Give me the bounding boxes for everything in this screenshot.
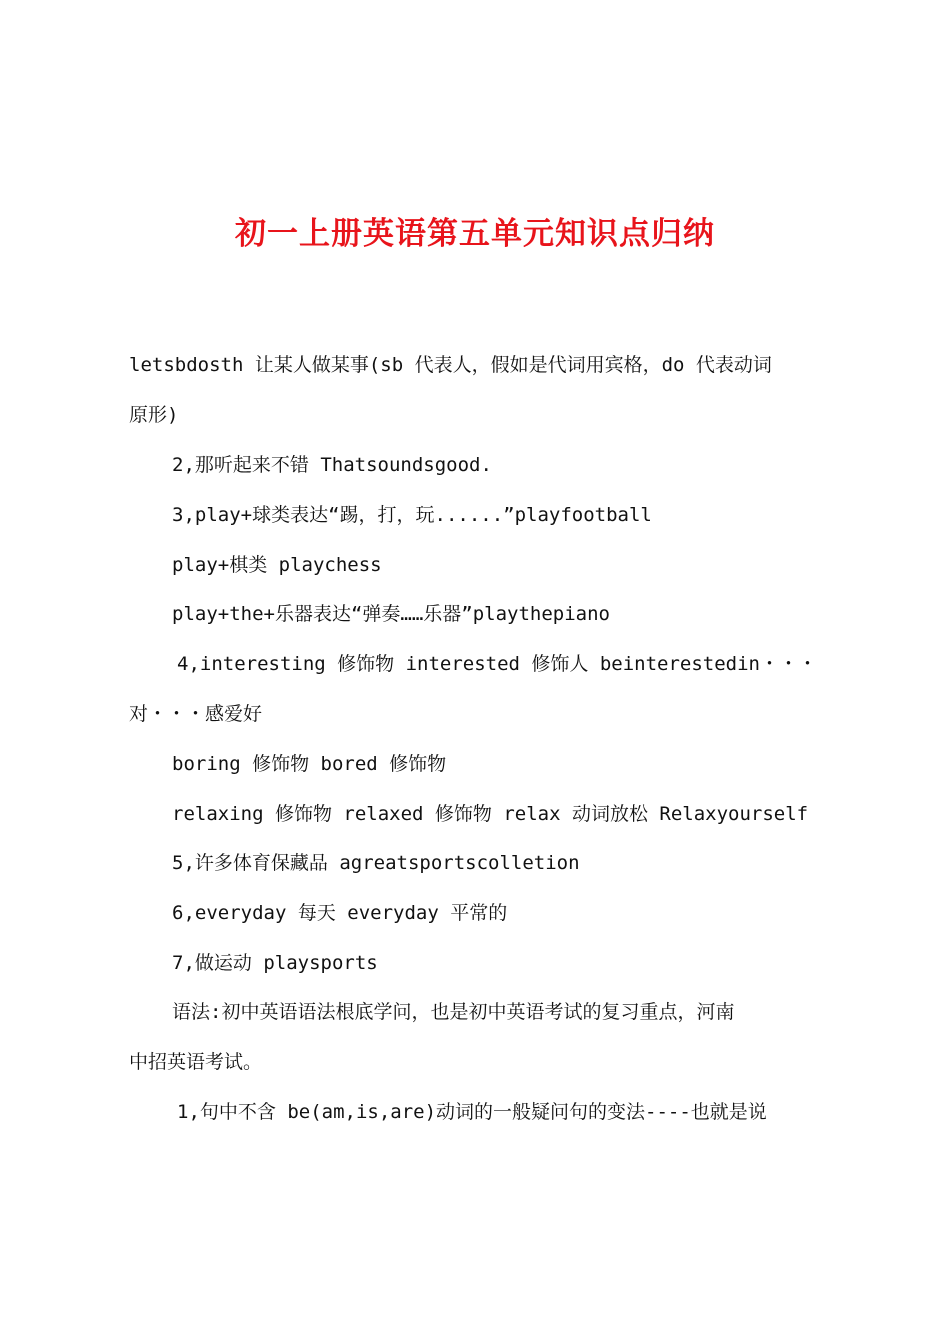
paragraph-line: 语法:初中英语语法根底学问，也是初中英语考试的复习重点，河南	[172, 1001, 735, 1023]
document-title: 初一上册英语第五单元知识点归纳	[235, 216, 715, 252]
paragraph-line: 6,everyday 每天 everyday 平常的	[172, 902, 508, 924]
paragraph-line: relaxing 修饰物 relaxed 修饰物 relax 动词放松 Relaxyourself	[172, 803, 809, 825]
paragraph-line: 4,interesting 修饰物 interested 修饰人 beinterestedin・・・	[177, 653, 817, 675]
paragraph-line: letsbdosth 让某人做某事(sb 代表人，假如是代词用宾格，do 代表动词	[129, 354, 772, 376]
paragraph-line: play+the+乐器表达“弹奏……乐器”playthepiano	[172, 603, 610, 625]
paragraph-line: 原形)	[129, 404, 179, 426]
paragraph-line: 对・・・感爱好	[129, 703, 263, 725]
paragraph-line: 中招英语考试。	[129, 1051, 263, 1073]
paragraph-line: 2,那听起来不错 Thatsoundsgood.	[172, 454, 492, 476]
paragraph-line: 1,句中不含 be(am,is,are)动词的一般疑问句的变法----也就是说	[177, 1101, 767, 1123]
paragraph-line: play+棋类 playchess	[172, 554, 382, 576]
paragraph-line: boring 修饰物 bored 修饰物	[172, 753, 447, 775]
paragraph-line: 3,play+球类表达“踢，打，玩......”playfootball	[172, 504, 652, 526]
paragraph-line: 5,许多体育保藏品 agreatsportscolletion	[172, 852, 580, 874]
paragraph-line: 7,做运动 playsports	[172, 952, 378, 974]
